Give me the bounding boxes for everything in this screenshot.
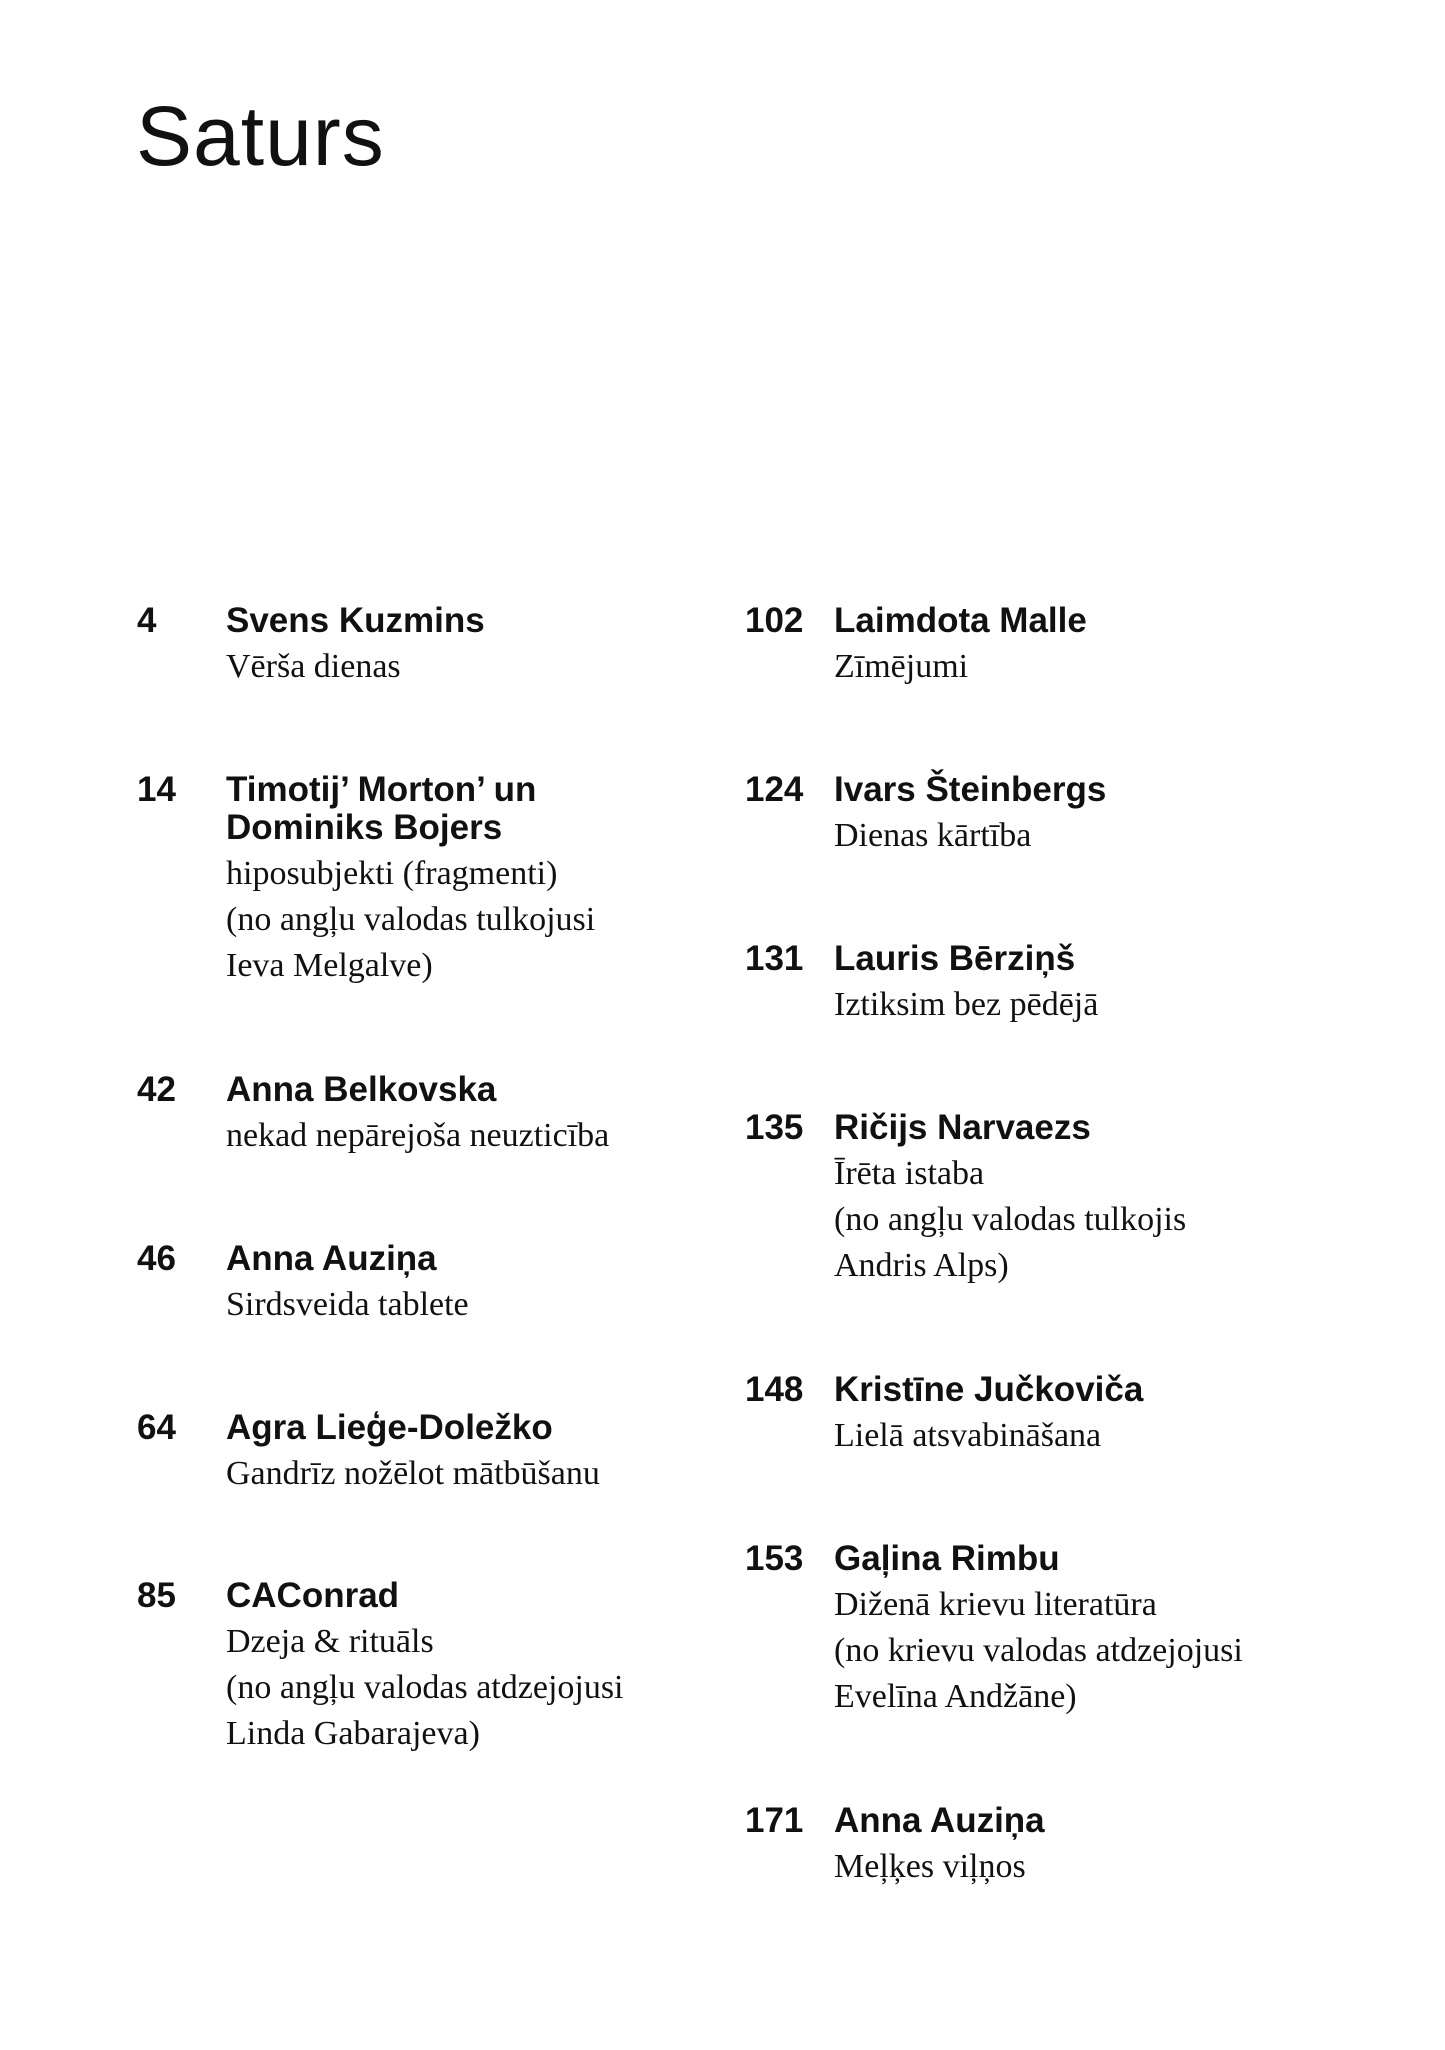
author: Ričijs Narvaezs [834, 1108, 1091, 1147]
author: Lauris Bērziņš [834, 939, 1076, 978]
page-number: 64 [137, 1408, 176, 1447]
page-number: 148 [745, 1370, 804, 1409]
work-title: Lielā atsvabināšana [834, 1417, 1102, 1454]
page-number: 131 [745, 939, 804, 978]
page-number: 102 [745, 601, 804, 640]
work-title: Sirdsveida tablete [226, 1286, 469, 1323]
page-number: 171 [745, 1801, 804, 1840]
page-number: 46 [137, 1239, 176, 1278]
author: Laimdota Malle [834, 601, 1087, 640]
page-number: 135 [745, 1108, 804, 1147]
work-title: Gandrīz nožēlot mātbūšanu [226, 1455, 600, 1492]
work-title: Iztiksim bez pēdējā [834, 986, 1099, 1023]
author: Timotij’ Morton’ un Dominiks Bojers [226, 770, 537, 847]
page-number: 85 [137, 1576, 176, 1615]
author: CAConrad [226, 1576, 400, 1615]
author: Anna Auziņa [834, 1801, 1045, 1840]
page-title: Saturs [136, 89, 385, 183]
page-number: 4 [137, 601, 157, 640]
author: Agra Lieģe-Doležko [226, 1408, 553, 1447]
page-number: 42 [137, 1070, 176, 1109]
work-title: Dienas kārtība [834, 817, 1032, 854]
work-title: Meļķes viļņos [834, 1848, 1026, 1885]
author: Ivars Šteinbergs [834, 770, 1107, 809]
author: Kristīne Jučkoviča [834, 1370, 1144, 1409]
work-title: Zīmējumi [834, 648, 969, 685]
page-number: 153 [745, 1539, 804, 1578]
author: Svens Kuzmins [226, 601, 485, 640]
work-title: Dzeja & rituāls (no angļu valodas atdzejojusi Linda Gabarajeva) [226, 1623, 624, 1752]
work-title: Vērša dienas [226, 648, 401, 685]
author: Anna Auziņa [226, 1239, 437, 1278]
page-number: 124 [745, 770, 804, 809]
author: Gaļina Rimbu [834, 1539, 1060, 1578]
page-number: 14 [137, 770, 176, 809]
work-title: nekad nepārejoša neuzticība [226, 1117, 610, 1154]
author: Anna Belkovska [226, 1070, 497, 1109]
work-title: hiposubjekti (fragmenti) (no angļu valodas tulkojusi Ieva Melgalve) [226, 855, 596, 984]
work-title: Diženā krievu literatūra (no krievu valodas atdzejojusi Evelīna Andžāne) [834, 1586, 1243, 1715]
work-title: Īrēta istaba (no angļu valodas tulkojis Andris Alps) [834, 1155, 1187, 1284]
